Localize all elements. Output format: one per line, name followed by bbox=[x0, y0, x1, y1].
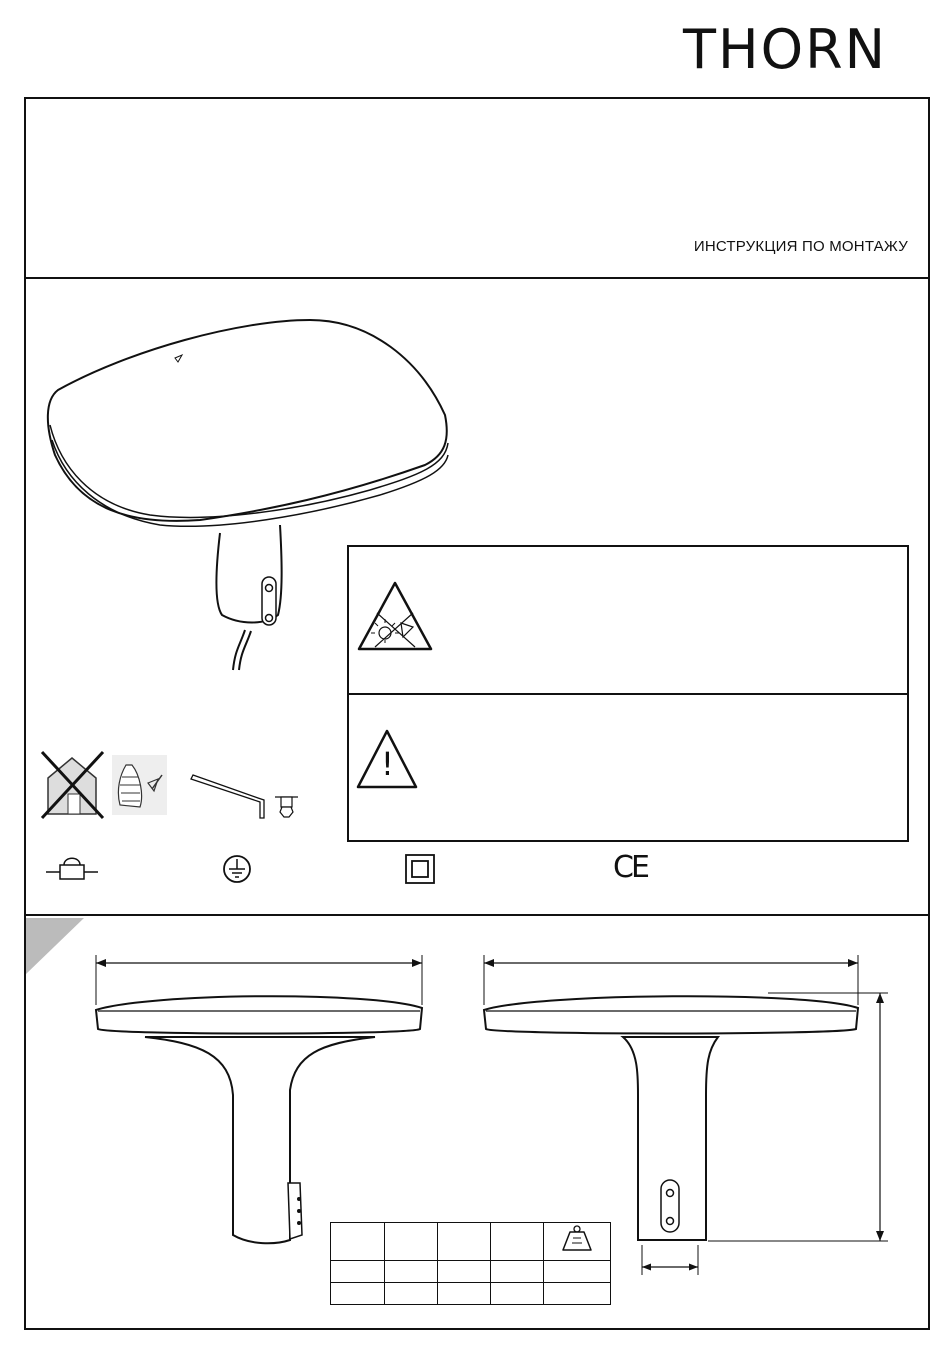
ce-mark: CE bbox=[613, 850, 647, 885]
warning-exclamation: ! bbox=[381, 745, 394, 783]
table-row bbox=[331, 1261, 611, 1283]
hex-bolt-icon bbox=[272, 792, 302, 822]
fuse-icon bbox=[46, 856, 98, 880]
crossed-house-icon bbox=[40, 750, 105, 820]
double-insulation-icon bbox=[405, 854, 435, 884]
corner-marker bbox=[26, 918, 86, 976]
hex-key-icon bbox=[190, 770, 270, 825]
spray-cleaning-icon bbox=[112, 755, 167, 815]
warning-box bbox=[347, 545, 909, 842]
front-view-drawing bbox=[90, 955, 435, 1255]
divider bbox=[24, 914, 930, 916]
earth-ground-icon bbox=[222, 854, 252, 884]
divider bbox=[24, 277, 930, 279]
table-row bbox=[331, 1223, 611, 1261]
weight-icon bbox=[560, 1224, 594, 1254]
document-subtitle: ИНСТРУКЦИЯ ПО МОНТАЖУ bbox=[693, 238, 908, 255]
spec-table bbox=[330, 1222, 611, 1305]
brand-logo: THORN bbox=[683, 18, 888, 81]
table-row bbox=[331, 1283, 611, 1305]
no-look-at-light-warning-icon bbox=[355, 579, 435, 654]
